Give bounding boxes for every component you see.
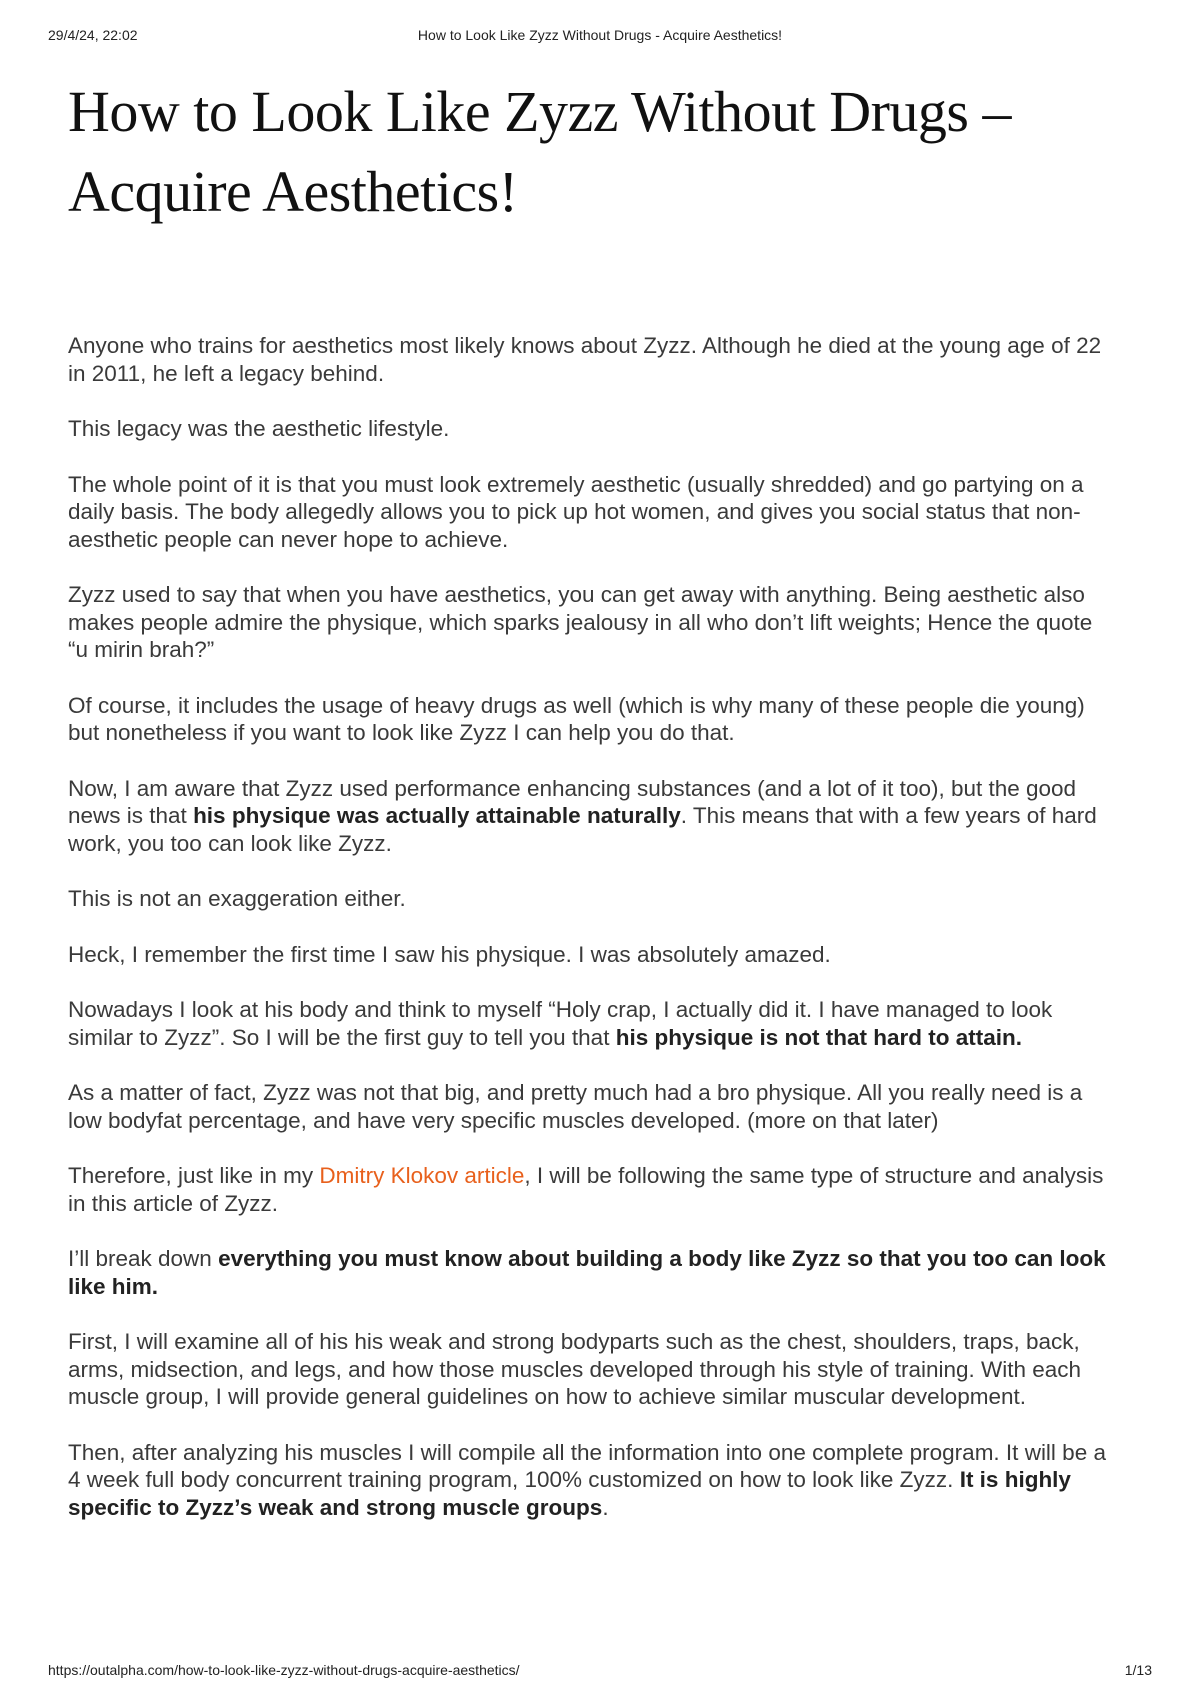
text-segment: Nowadays I look at his body and think to myself “Holy crap, I actually did it. I have managed to look similar to Zyzz”. So I will be the first guy to tell you that [68,997,1053,1050]
article-paragraph [68,775,1108,858]
article-paragraph [68,1328,1108,1411]
print-header [48,27,1152,47]
article-paragraph [68,471,1108,554]
text-segment: Now, I am aware that Zyzz used performance enhancing substances (and a lot of it too), but the good news is that [68,775,1077,828]
text-segment: This legacy was the aesthetic lifestyle. [68,416,450,441]
text-segment: Zyzz used to say that when you have aesthetics, you can get away with anything. Being aesthetic also makes people admire the physique, which sparks jealousy in all who don’t lift weights; Hence the quote “u mirin brah?” [68,582,1093,662]
page-indicator: 1/13 [1124,1662,1152,1678]
article-paragraph [68,415,1108,443]
text-segment: Therefore, just like in my [68,1163,320,1188]
article-paragraph [68,996,1108,1051]
print-footer [48,1662,1152,1682]
text-segment: I’ll break down [68,1246,219,1271]
bold-text: his physique is not that hard to attain. [615,1024,1022,1050]
bold-text: It is highly specific to Zyzz’s weak and strong muscle groups [68,1467,1071,1520]
text-segment: The whole point of it is that you must look extremely aesthetic (usually shredded) and go partying on a daily basis. The body allegedly allows you to pick up hot women, and gives you social status that non-aesthetic people can never hope to achieve. [68,471,1084,552]
text-segment: . [602,1494,609,1520]
text-segment: Of course, it includes the usage of heavy drugs as well (which is why many of these people die young) but nonetheless if you want to look like Zyzz I can help you do that. [68,692,1085,745]
text-segment: As a matter of fact, Zyzz was not that big, and pretty much had a bro physique. All you really need is a low bodyfat percentage, and have very specific muscles developed. (more on that later) [68,1080,1083,1133]
article [68,72,1108,1549]
article-paragraph [68,332,1108,387]
article-paragraph [68,581,1108,664]
article-paragraph [68,692,1108,747]
article-paragraph [68,941,1108,969]
print-datetime: 29/4/24, 22:02 [48,27,138,43]
inline-link[interactable]: Dmitry Klokov article [319,1163,525,1188]
article-paragraph [68,1162,1108,1217]
article-paragraph [68,1439,1108,1522]
text-segment: , I will be following the same type of structure and analysis in this article of Zyzz. [68,1163,1104,1216]
print-page-title: How to Look Like Zyzz Without Drugs - Acquire Aesthetics! [417,27,783,43]
text-segment: . This means that with a few years of hard work, you too can look like Zyzz. [68,803,1097,856]
article-title: How to Look Like Zyzz Without Drugs – Acquire Aesthetics! [68,79,1012,224]
text-segment: Heck, I remember the first time I saw his physique. I was absolutely amazed. [68,941,831,967]
bold-text: everything you must know about building a body like Zyzz so that you too can look like him. [68,1246,1106,1299]
text-segment: First, I will examine all of his his weak and strong bodyparts such as the chest, shoulders, traps, back, arms, midsection, and legs, and how those muscles developed through his style of training. With each muscle group, I will provide general guidelines on how to achieve similar muscular development. [68,1329,1082,1409]
article-paragraph [68,1079,1108,1134]
text-segment: Then, after analyzing his muscles I will compile all the information into one complete program. It will be a 4 week full body concurrent training program, 100% customized on how to look like Zyzz. [68,1439,1106,1492]
article-paragraph [68,1245,1108,1300]
text-segment: Anyone who trains for aesthetics most likely knows about Zyzz. Although he died at the young age of 22 in 2011, he left a legacy behind. [68,333,1102,386]
text-segment: This is not an exaggeration either. [68,886,406,911]
article-body [68,332,1108,1521]
article-paragraph [68,885,1108,913]
bold-text: his physique was actually attainable naturally [193,803,681,828]
print-url: https://outalpha.com/how-to-look-like-zyzz-without-drugs-acquire-aesthetics/ [48,1662,520,1678]
